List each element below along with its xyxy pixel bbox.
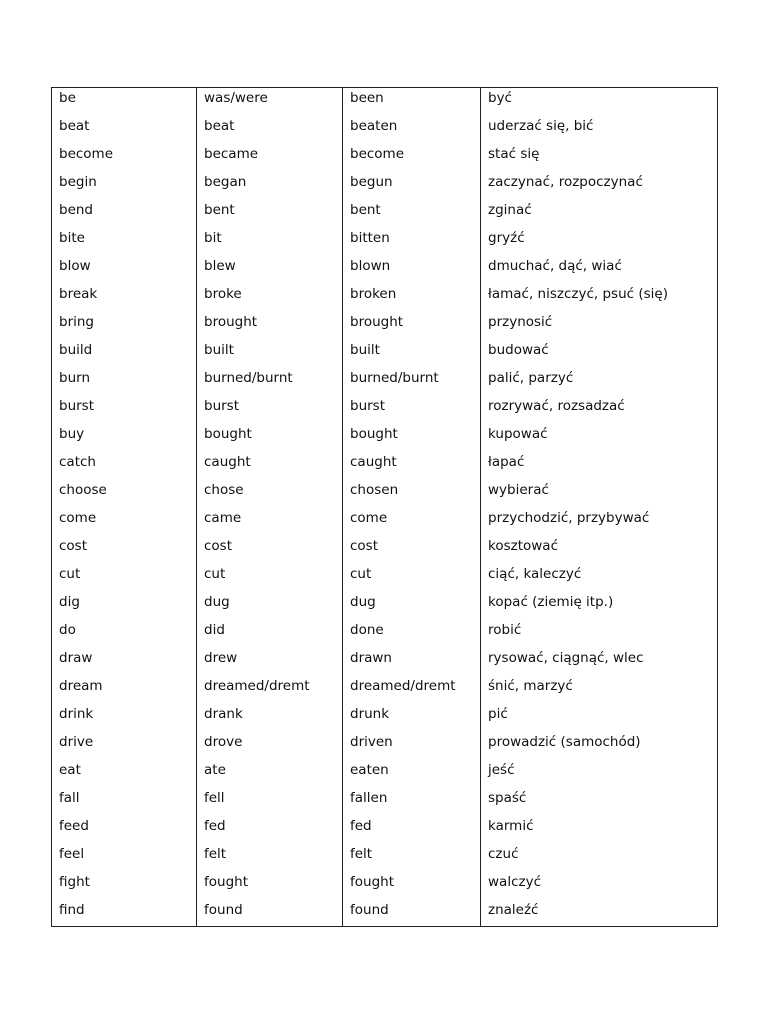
translation-cell: łapać xyxy=(481,448,718,476)
past-simple-cell: drank xyxy=(197,700,343,728)
irregular-verbs-table xyxy=(51,87,718,927)
infinitive-cell: drink xyxy=(52,700,197,728)
infinitive-cell: build xyxy=(52,336,197,364)
infinitive-cell: beat xyxy=(52,112,197,140)
translation-cell: palić, parzyć xyxy=(481,364,718,392)
past-simple-cell: chose xyxy=(197,476,343,504)
past-simple-cell: bought xyxy=(197,420,343,448)
infinitive-cell: be xyxy=(52,88,197,113)
infinitive-cell: catch xyxy=(52,448,197,476)
infinitive-cell: feed xyxy=(52,812,197,840)
infinitive-cell: eat xyxy=(52,756,197,784)
past-participle-cell: found xyxy=(343,896,481,927)
translation-cell: pić xyxy=(481,700,718,728)
infinitive-cell: draw xyxy=(52,644,197,672)
past-participle-cell: become xyxy=(343,140,481,168)
table-row xyxy=(52,140,718,168)
past-simple-cell: beat xyxy=(197,112,343,140)
past-simple-cell: cut xyxy=(197,560,343,588)
table-row xyxy=(52,588,718,616)
translation-cell: rozrywać, rozsadzać xyxy=(481,392,718,420)
infinitive-cell: find xyxy=(52,896,197,927)
past-participle-cell: dreamed/dremt xyxy=(343,672,481,700)
past-participle-cell: come xyxy=(343,504,481,532)
table-row xyxy=(52,168,718,196)
translation-cell: wybierać xyxy=(481,476,718,504)
infinitive-cell: become xyxy=(52,140,197,168)
past-participle-cell: been xyxy=(343,88,481,113)
table-row xyxy=(52,784,718,812)
past-participle-cell: bought xyxy=(343,420,481,448)
past-simple-cell: began xyxy=(197,168,343,196)
infinitive-cell: cost xyxy=(52,532,197,560)
infinitive-cell: begin xyxy=(52,168,197,196)
infinitive-cell: buy xyxy=(52,420,197,448)
past-participle-cell: felt xyxy=(343,840,481,868)
past-participle-cell: cut xyxy=(343,560,481,588)
translation-cell: przynosić xyxy=(481,308,718,336)
table-row xyxy=(52,392,718,420)
past-simple-cell: blew xyxy=(197,252,343,280)
translation-cell: zginać xyxy=(481,196,718,224)
past-participle-cell: begun xyxy=(343,168,481,196)
past-simple-cell: burst xyxy=(197,392,343,420)
table-row xyxy=(52,812,718,840)
past-participle-cell: burned/burnt xyxy=(343,364,481,392)
table-row xyxy=(52,476,718,504)
past-participle-cell: chosen xyxy=(343,476,481,504)
translation-cell: ciąć, kaleczyć xyxy=(481,560,718,588)
table-row xyxy=(52,532,718,560)
past-simple-cell: did xyxy=(197,616,343,644)
infinitive-cell: bend xyxy=(52,196,197,224)
past-participle-cell: broken xyxy=(343,280,481,308)
infinitive-cell: choose xyxy=(52,476,197,504)
past-participle-cell: cost xyxy=(343,532,481,560)
past-participle-cell: done xyxy=(343,616,481,644)
past-participle-cell: beaten xyxy=(343,112,481,140)
translation-cell: jeść xyxy=(481,756,718,784)
infinitive-cell: fall xyxy=(52,784,197,812)
past-simple-cell: bent xyxy=(197,196,343,224)
translation-cell: karmić xyxy=(481,812,718,840)
past-participle-cell: driven xyxy=(343,728,481,756)
past-simple-cell: brought xyxy=(197,308,343,336)
table-row xyxy=(52,280,718,308)
past-simple-cell: drew xyxy=(197,644,343,672)
translation-cell: znaleźć xyxy=(481,896,718,927)
infinitive-cell: come xyxy=(52,504,197,532)
past-simple-cell: felt xyxy=(197,840,343,868)
table-row xyxy=(52,616,718,644)
translation-cell: przychodzić, przybywać xyxy=(481,504,718,532)
translation-cell: łamać, niszczyć, psuć (się) xyxy=(481,280,718,308)
past-participle-cell: fed xyxy=(343,812,481,840)
past-participle-cell: eaten xyxy=(343,756,481,784)
translation-cell: zaczynać, rozpoczynać xyxy=(481,168,718,196)
translation-cell: stać się xyxy=(481,140,718,168)
past-participle-cell: dug xyxy=(343,588,481,616)
past-simple-cell: caught xyxy=(197,448,343,476)
infinitive-cell: dream xyxy=(52,672,197,700)
translation-cell: rysować, ciągnąć, wlec xyxy=(481,644,718,672)
past-participle-cell: built xyxy=(343,336,481,364)
translation-cell: gryźć xyxy=(481,224,718,252)
infinitive-cell: break xyxy=(52,280,197,308)
past-simple-cell: bit xyxy=(197,224,343,252)
table-row xyxy=(52,224,718,252)
past-simple-cell: fell xyxy=(197,784,343,812)
past-simple-cell: came xyxy=(197,504,343,532)
table-row xyxy=(52,252,718,280)
past-participle-cell: drawn xyxy=(343,644,481,672)
past-participle-cell: burst xyxy=(343,392,481,420)
translation-cell: kupować xyxy=(481,420,718,448)
past-simple-cell: ate xyxy=(197,756,343,784)
translation-cell: być xyxy=(481,88,718,113)
infinitive-cell: drive xyxy=(52,728,197,756)
translation-cell: kosztować xyxy=(481,532,718,560)
table-row xyxy=(52,196,718,224)
table-row xyxy=(52,896,718,927)
table-row xyxy=(52,364,718,392)
past-simple-cell: dug xyxy=(197,588,343,616)
infinitive-cell: bite xyxy=(52,224,197,252)
past-simple-cell: burned/burnt xyxy=(197,364,343,392)
table-row xyxy=(52,756,718,784)
past-simple-cell: fought xyxy=(197,868,343,896)
infinitive-cell: blow xyxy=(52,252,197,280)
infinitive-cell: burst xyxy=(52,392,197,420)
table-row xyxy=(52,88,718,113)
past-participle-cell: bitten xyxy=(343,224,481,252)
past-simple-cell: drove xyxy=(197,728,343,756)
past-simple-cell: became xyxy=(197,140,343,168)
past-participle-cell: fallen xyxy=(343,784,481,812)
past-participle-cell: fought xyxy=(343,868,481,896)
translation-cell: spaść xyxy=(481,784,718,812)
table-row xyxy=(52,504,718,532)
translation-cell: budować xyxy=(481,336,718,364)
table-body xyxy=(52,88,718,927)
past-participle-cell: bent xyxy=(343,196,481,224)
table-row xyxy=(52,644,718,672)
past-participle-cell: blown xyxy=(343,252,481,280)
infinitive-cell: feel xyxy=(52,840,197,868)
past-participle-cell: brought xyxy=(343,308,481,336)
infinitive-cell: fight xyxy=(52,868,197,896)
infinitive-cell: burn xyxy=(52,364,197,392)
translation-cell: uderzać się, bić xyxy=(481,112,718,140)
table-row xyxy=(52,868,718,896)
past-simple-cell: built xyxy=(197,336,343,364)
past-simple-cell: broke xyxy=(197,280,343,308)
translation-cell: czuć xyxy=(481,840,718,868)
table-row xyxy=(52,112,718,140)
table-row xyxy=(52,728,718,756)
table-row xyxy=(52,840,718,868)
translation-cell: śnić, marzyć xyxy=(481,672,718,700)
past-participle-cell: caught xyxy=(343,448,481,476)
past-participle-cell: drunk xyxy=(343,700,481,728)
table-row xyxy=(52,336,718,364)
infinitive-cell: bring xyxy=(52,308,197,336)
past-simple-cell: was/were xyxy=(197,88,343,113)
table-row xyxy=(52,672,718,700)
past-simple-cell: found xyxy=(197,896,343,927)
table-row xyxy=(52,560,718,588)
translation-cell: robić xyxy=(481,616,718,644)
past-simple-cell: cost xyxy=(197,532,343,560)
translation-cell: dmuchać, dąć, wiać xyxy=(481,252,718,280)
table-row xyxy=(52,700,718,728)
infinitive-cell: cut xyxy=(52,560,197,588)
table-row xyxy=(52,420,718,448)
infinitive-cell: dig xyxy=(52,588,197,616)
past-simple-cell: dreamed/dremt xyxy=(197,672,343,700)
past-simple-cell: fed xyxy=(197,812,343,840)
translation-cell: prowadzić (samochód) xyxy=(481,728,718,756)
table-row xyxy=(52,308,718,336)
infinitive-cell: do xyxy=(52,616,197,644)
translation-cell: kopać (ziemię itp.) xyxy=(481,588,718,616)
translation-cell: walczyć xyxy=(481,868,718,896)
table-row xyxy=(52,448,718,476)
